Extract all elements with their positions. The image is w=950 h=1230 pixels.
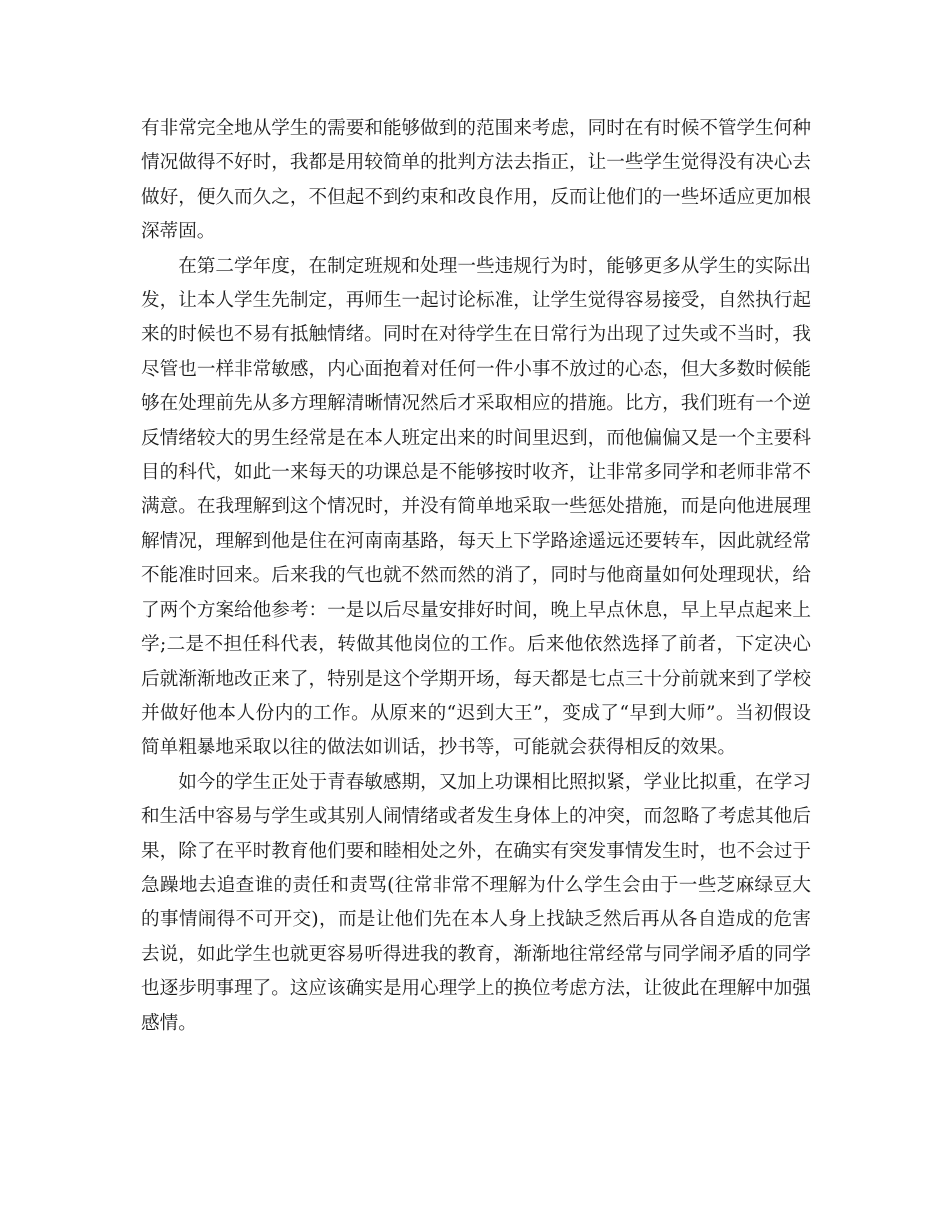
paragraph-1: 有非常完全地从学生的需要和能够做到的范围来考虑，同时在有时候不管学生何种情况做得不好时，我都是用较简单的批判方法去指正，让一些学生觉得没有决心去做好，便久而久之，不但起不到约束和改良作用，反而让他们的一些坏适应更加根深蒂固。 <box>141 118 811 243</box>
paragraph-3: 如今的学生正处于青春敏感期，又加上功课相比照拟紧，学业比拟重，在学习和生活中容易与学生或其别人闹情绪或者发生身体上的冲突，而忽略了考虑其他后果，除了在平时教育他们要和睦相处之外，在确实有突发事情发生时，也不会过于急躁地去追查谁的责任和责骂(往常非常不理解为什么学生会由于一些芝麻绿豆大的事情闹得不可开交)，而是让他们先在本人身上找缺乏然后再从各自造成的危害去说，如此学生也就更容易听得进我的教育，渐渐地往常经常与同学闹矛盾的同学也逐步明事理了。这应该确实是用心理学上的换位考虑方法，让彼此在理解中加强感情。 <box>141 771 811 1034</box>
paragraph-2: 在第二学年度，在制定班规和处理一些违规行为时，能够更多从学生的实际出发，让本人学生先制定，再师生一起讨论标准，让学生觉得容易接受，自然执行起来的时候也不易有抵触情绪。同时在对待学生在日常行为出现了过失或不当时，我尽管也一样非常敏感，内心面抱着对任何一件小事不放过的心态，但大多数时候能够在处理前先从多方理解清晰情况然后才采取相应的措施。比方，我们班有一个逆反情绪较大的男生经常是在本人班定出来的时间里迟到，而他偏偏又是一个主要科目的科代，如此一来每天的功课总是不能够按时收齐，让非常多同学和老师非常不满意。在我理解到这个情况时，并没有简单地采取一些惩处措施，而是向他进展理解情况，理解到他是住在河南南基路，每天上下学路途遥远还要转车，因此就经常不能准时回来。后来我的气也就不然而然的消了，同时与他商量如何处理现状，给了两个方案给他参考：一是以后尽量安排好时间，晚上早点休息，早上早点起来上学;二是不担任科代表，转做其他岗位的工作。后来他依然选择了前者，下定决心后就渐渐地改正来了，特别是这个学期开场，每天都是七点三十分前就来到了学校并做好他本人份内的工作。从原来的“迟到大王”，变成了“早到大师”。当初假设简单粗暴地采取以往的做法如训话，抄书等，可能就会获得相反的效果。 <box>141 255 811 759</box>
document-page <box>141 112 811 1041</box>
